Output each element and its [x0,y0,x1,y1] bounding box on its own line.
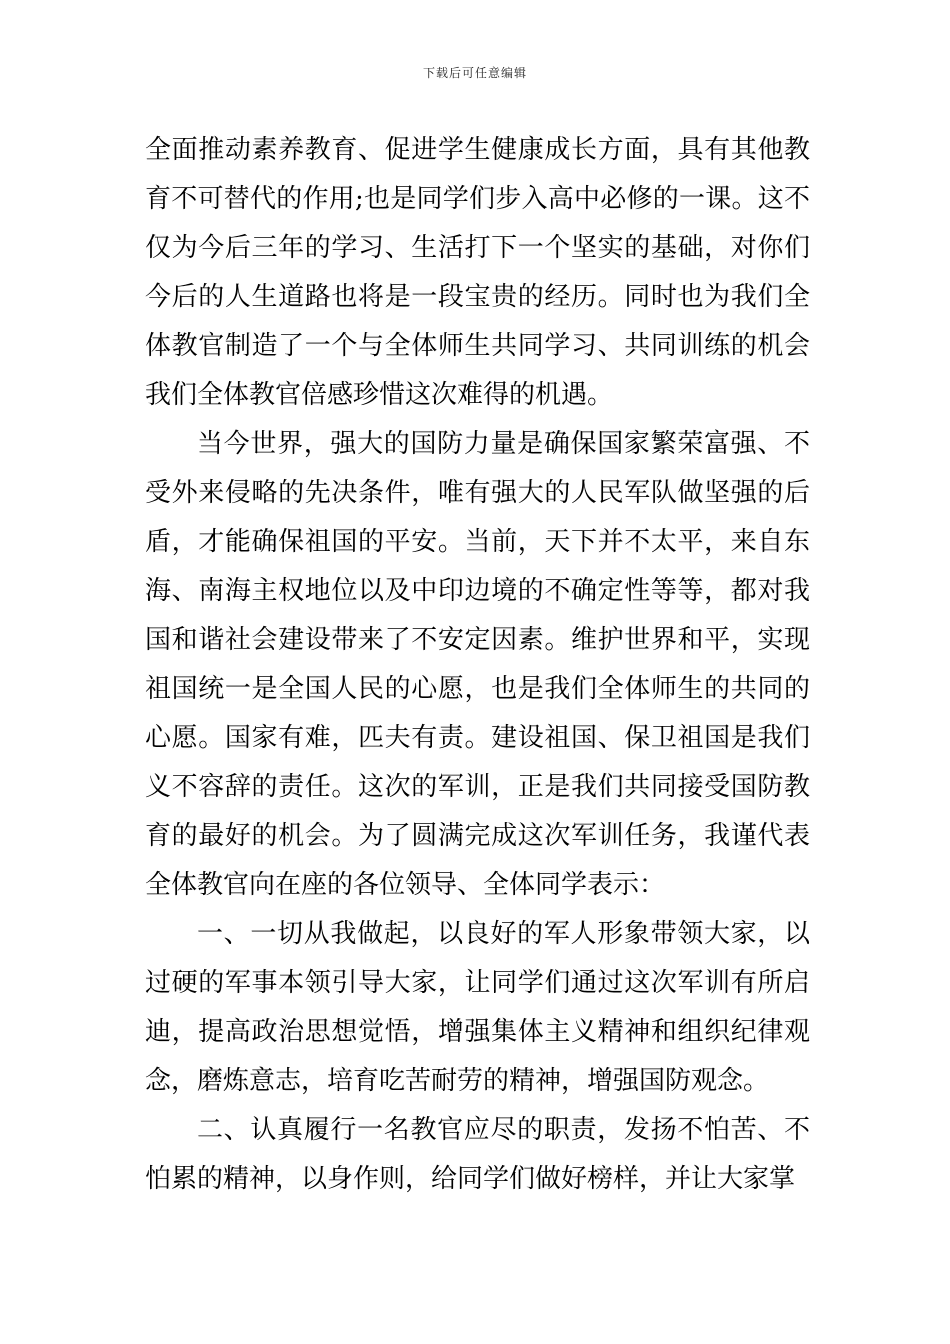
paragraph-pledge-one: 一、一切从我做起，以良好的军人形象带领大家，以过硬的军事本领引导大家，让同学们通过这次军训有所启迪，提高政治思想觉悟，增强集体主义精神和组织纪律观念，磨炼意志，培育吃苦耐劳的精神，增强国防观念。 [145,919,810,1096]
page-header: 下载后可任意编辑 [422,66,527,80]
paragraph-world-situation: 当今世界，强大的国防力量是确保国家繁荣富强、不受外来侵略的先决条件，唯有强大的人民军队做坚强的后盾，才能确保祖国的平安。当前，天下并不太平，来自东海、南海主权地位以及中印边境的不确定性等等，都对我国和谐社会建设带来了不安定因素。维护世界和平，实现祖国统一是全国人民的心愿，也是我们全体师生的共同的心愿。国家有难，匹夫有责。建设祖国、保卫祖国是我们义不容辞的责任。这次的军训，正是我们共同接受国防教育的最好的机会。为了圆满完成这次军训任务，我谨代表全体教官向在座的各位领导、全体同学表示： [145,429,810,900]
paragraph-pledge-two: 二、认真履行一名教官应尽的职责，发扬不怕苦、不怕累的精神，以身作则，给同学们做好榜样，并让大家掌 [145,1115,810,1194]
document-body [145,126,810,1204]
paragraph-continuation: 全面推动素养教育、促进学生健康成长方面，具有其他教育不可替代的作用;也是同学们步入高中必修的一课。这不仅为今后三年的学习、生活打下一个坚实的基础，对你们今后的人生道路也将是一段宝贵的经历。同时也为我们全体教官制造了一个与全体师生共同学习、共同训练的机会我们全体教官倍感珍惜这次难得的机遇。 [145,135,810,410]
